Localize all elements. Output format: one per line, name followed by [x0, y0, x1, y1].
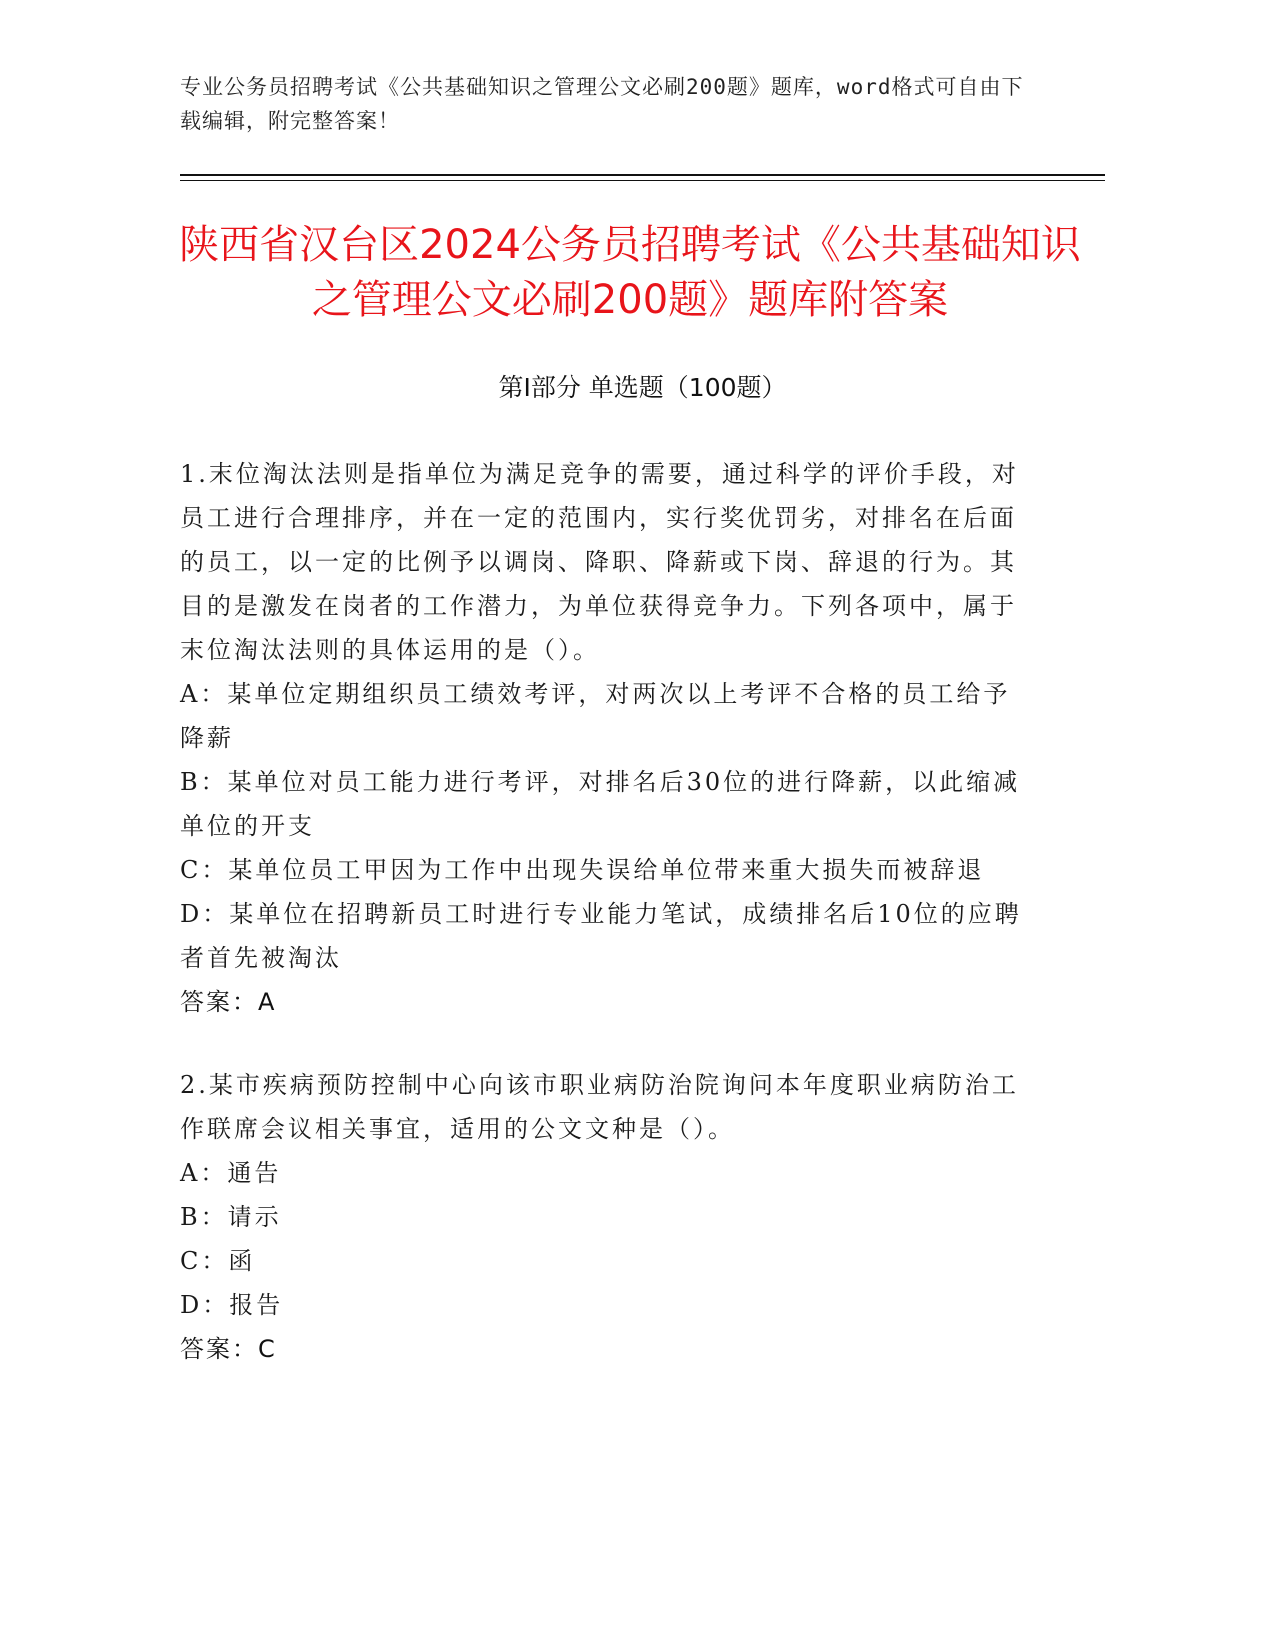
option-d: D：报告 — [180, 1291, 284, 1319]
option-b: B：请示 — [180, 1203, 282, 1231]
header-rule-thin — [180, 180, 1105, 181]
question-2 — [180, 1063, 1030, 1371]
header-rule-thick — [180, 174, 1105, 176]
option-a: A：通告 — [180, 1159, 282, 1187]
answer-label: 答案： — [180, 988, 258, 1016]
option-a: A：某单位定期组织员工绩效考评，对两次以上考评不合格的员工给予降薪 — [180, 680, 1011, 752]
option-c: C：某单位员工甲因为工作中出现失误给单位带来重大损失而被辞退 — [180, 856, 985, 884]
option-c: C：函 — [180, 1247, 256, 1275]
section-title: 第Ⅰ部分 单选题（100题） — [498, 373, 787, 402]
question-1 — [180, 452, 1030, 1024]
answer-label: 答案： — [180, 1335, 258, 1363]
option-d: D：某单位在招聘新员工时进行专业能力笔试，成绩排名后10位的应聘者首先被淘汰 — [180, 900, 1022, 972]
answer-value: C — [258, 1335, 277, 1363]
document-title: 陕西省汉台区2024公务员招聘考试《公共基础知识之管理公文必刷200题》题库附答案 — [179, 222, 1081, 323]
option-b: B：某单位对员工能力进行考评，对排名后30位的进行降薪，以此缩减单位的开支 — [180, 768, 1021, 840]
question-text: 2.某市疾病预防控制中心向该市职业病防治院询问本年度职业病防治工作联席会议相关事宜，适用的公文文种是（）。 — [180, 1071, 1019, 1143]
header-note: 专业公务员招聘考试《公共基础知识之管理公文必刷200题》题库，word格式可自由下载编辑，附完整答案！ — [180, 75, 1024, 133]
answer-value: A — [258, 988, 277, 1016]
answer-line — [180, 980, 1030, 1024]
question-text: 1.末位淘汰法则是指单位为满足竞争的需要，通过科学的评价手段，对员工进行合理排序，并在一定的范围内，实行奖优罚劣，对排名在后面的员工，以一定的比例予以调岗、降职、降薪或下岗、辞退的行为。其目的是激发在岗者的工作潜力，为单位获得竞争力。下列各项中，属于末位淘汰法则的具体运用的是（）。 — [180, 460, 1019, 664]
answer-line — [180, 1327, 1030, 1371]
